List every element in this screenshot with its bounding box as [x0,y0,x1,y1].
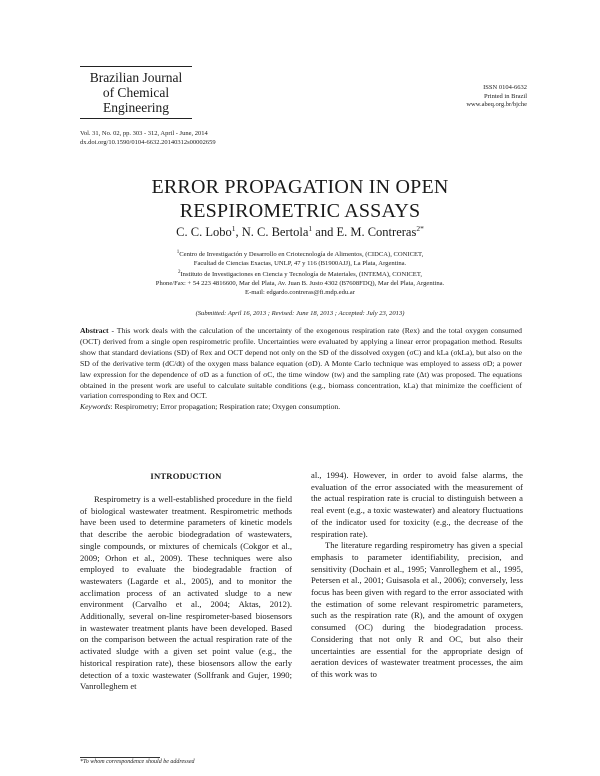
contact-email[interactable]: E-mail: edgardo.contreras@fi.mdp.edu.ar [245,289,355,296]
keywords-text: : Respirometry; Error propagation; Respiration rate; Oxygen consumption. [110,402,341,412]
body-paragraph: Respirometry is a well-established procedure in the field of biological wastewater treatment. Respirometric methods have been used to determine parameters of kinetic models that describe the aerobic biodegradation of wastewaters, single compounds, or mixtures of chemicals (Cokgor et al., 2009; Orhon et al., 2009). These techniques were also employed to evaluate the biodegradable fraction of wastewaters (Lagarde et al., 2005), and to monitor the acclimation process of an activated sludge to a new environment (Carvalho et al., 2004; Aktas, 2012). Additionally, several on-line respirometer-based biosensors in wastewater treatment plants have been developed. Based on the comparison between the actual respiration rate of the activated sludge with a given set point value (e.g., the historical respiration rate), these biosensors allow the early detection of a toxic wastewater (Sollfrank and Gujer, 1990; Vanrolleghem et [80,494,292,692]
author-name: E. M. Contreras [336,225,417,240]
paper-title-line: ERROR PROPAGATION IN OPEN [151,176,449,198]
affiliation-mark: 2 [177,270,181,275]
body-paragraph: al., 1994). However, in order to avoid false alarms, the evaluation of the error associated with the measurement of the actual respiration rate is crucial to distinguish between a real event (e.g., a toxic wastewater) and aleatory fluctuations of the indicator used for toxicity (e.g., the decrease of the respiration rate). [311,470,523,539]
author-affiliation-mark: 2* [416,224,424,233]
printed-in: Printed in Brazil [484,92,527,100]
journal-url[interactable]: www.abeq.org.br/bjche [466,101,527,108]
keywords-label: Keywords [80,402,111,412]
footnote: *To whom correspondence should be addressed [80,759,195,765]
affiliation-mark: 1 [176,250,180,255]
abstract-text: - This work deals with the calculation of the uncertainty of the exogenous respiration rate (Rex) and the total oxygen consumed (OCT) derived from a single open respirometric profile. Uncertainties were evaluated by applying a linear error propagation method. Results show that standard deviations (SD) of Rex and OCT depend not only on the SD of the dissolved oxygen (σC) and kLa (σkLa), but also on the SD of the derivative term (dC/dt) of the oxygen mass balance equation (σD). A Monte Carlo technique was employed to assess σD; a power law expression for the dependence of σD as a function of σC, the time window (tw) and the sampling rate (Δt) was proposed. The equations obtained in the present work are useful to calculate suitable conditions (e.g., biomass concentration, kLa) that minimize the coefficient of variation corresponding to Rex and OCT. [80,326,522,401]
affiliation-line: Phone/Fax: + 54 223 4816600, Mar del Plata, Av. Juan B. Justo 4302 (B7608FDQ), Mar del Plata, Argentina. [155,280,445,288]
paper-title [0,175,600,223]
author-affiliation-mark: 1 [231,224,236,233]
body-paragraph: The literature regarding respirometry has given a special emphasis to parameter identifiability, precision, and sensitivity (Dochain et al., 1995; Vanrolleghem et al., 1995, Petersen et al., 2001; Guisasola et al., 2006); conversely, less focus has been given with regard to the error associated with the estimation of some relevant respirometric parameters, such as the respiration rate (R), and the amount of oxygen consumed (OC) during the biodegradation process. Considering that not only R and OC, but also their uncertainties are essential for the appropriate design of aeration devices of wastewater treatment processes, the aim of this work was to [311,540,523,679]
affiliation-line: $^2$Instituto de Investigaciones en Ciencia y Tecnología de Materiales, (INTEMA), CONICET, [177,270,423,279]
keywords [80,402,522,413]
body-column-left [80,471,292,693]
author-name: N. C. Bertola [241,225,309,240]
author-list [0,224,600,240]
volume-line: Vol. 31, No. 02, pp. 303 - 312, April - June, 2014 [80,130,208,137]
issn-block [466,84,527,110]
author-name: C. C. Lobo [176,225,232,240]
affiliation-line: Facultad de Ciencias Exactas, UNLP, 47 y 116 (B1900AJJ), La Plata, Argentina. [193,260,407,268]
body-column-right [311,470,523,681]
submission-dates: (Submitted: April 16, 2013 ; Revised: June 18, 2013 ; Accepted: July 23, 2013) [195,310,405,317]
journal-name-line: Brazilian Journal [89,70,183,85]
paper-title-line: RESPIROMETRIC ASSAYS [179,200,421,222]
doi-link[interactable]: dx.doi.org/10.1590/0104-6632.20140312s00002659 [80,138,216,146]
issn: ISSN 0104-6632 [483,84,527,91]
affiliation-line: $^1$Centro de Investigación y Desarrollo en Criotecnología de Alimentos, (CIDCA), CONICET, [176,250,424,259]
abstract [80,326,522,413]
section-heading-introduction: INTRODUCTION [150,471,222,481]
journal-name-block [80,66,192,119]
journal-bottom-rule [80,118,192,119]
journal-name-line: Engineering [103,100,169,115]
abstract-paragraph [80,326,522,402]
journal-name-line: of Chemical [102,85,170,100]
affiliations [0,249,600,298]
author-affiliation-mark: 1 [308,224,313,233]
author-separator: , [235,225,242,240]
journal-name [80,67,192,118]
abstract-label: Abstract [80,326,109,335]
footnote-rule [80,757,160,758]
volume-info [80,130,216,147]
author-separator: and [312,225,337,240]
